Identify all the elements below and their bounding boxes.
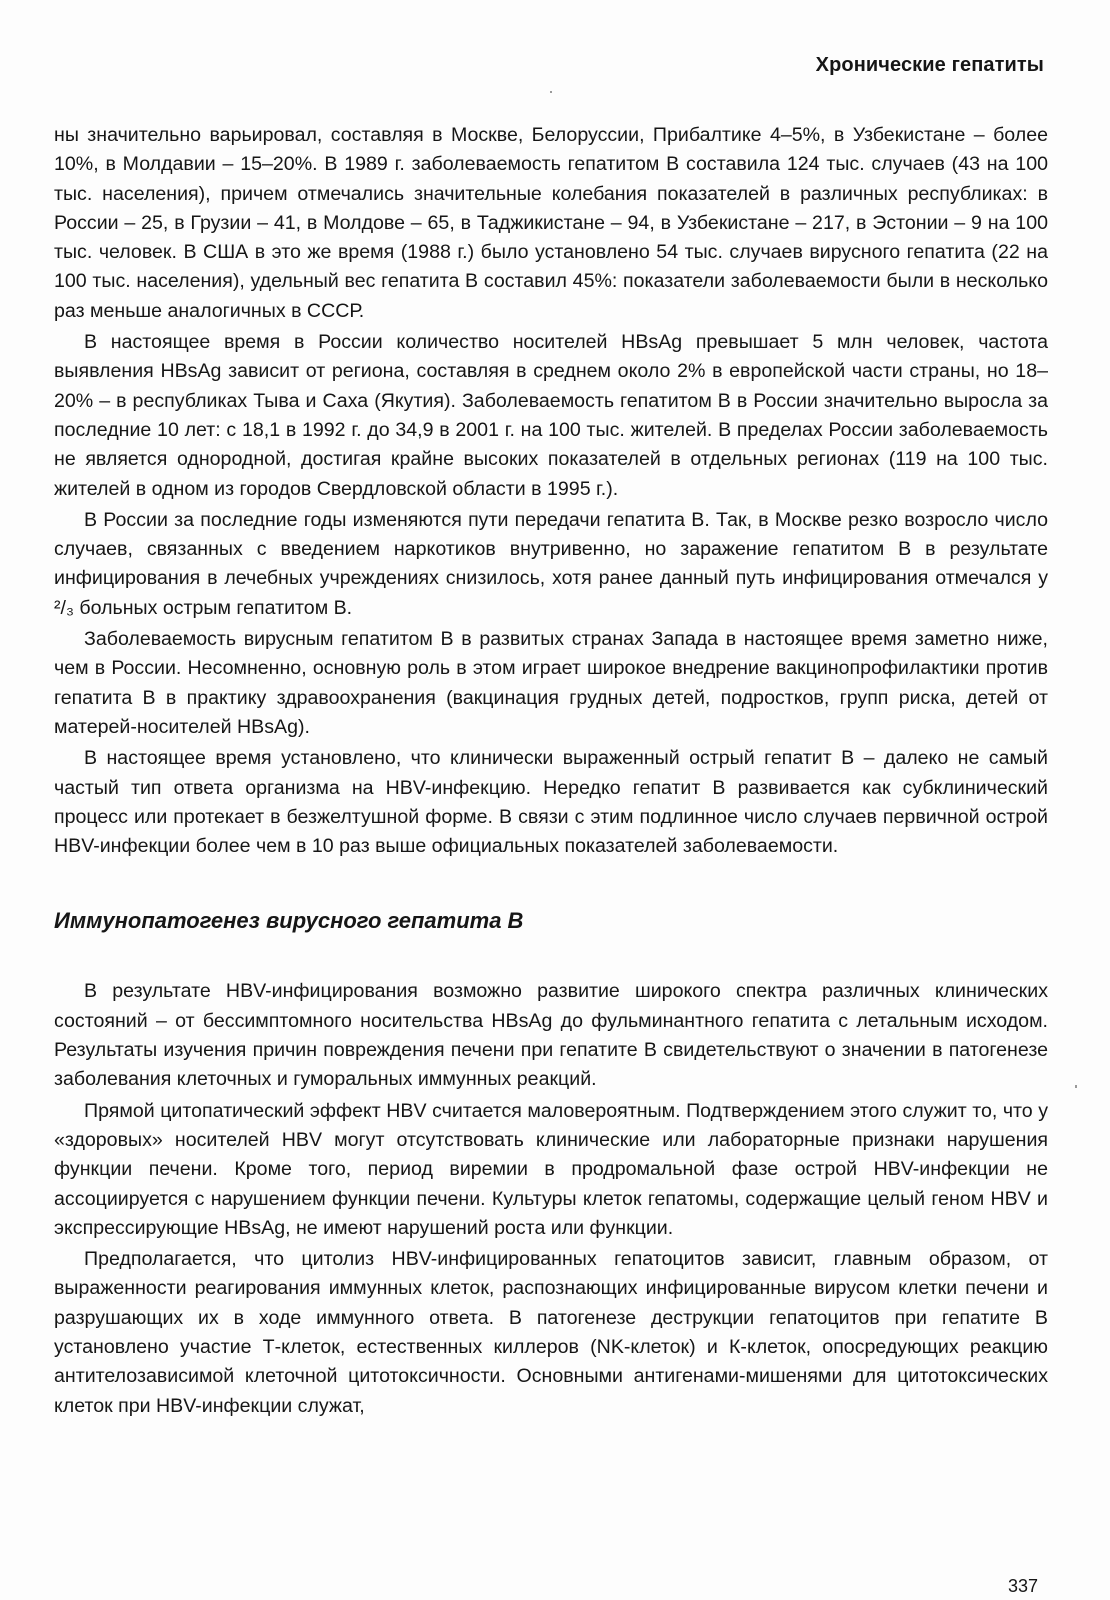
paragraph: Предполагается, что цитолиз HBV-инфицированных гепатоцитов зависит, главным образом, от выраженности реагирования иммунных клеток, распознающих инфицированные вирусом клетки печени и разрушающих их в ходе иммунного ответа. В патогенезе деструкции гепатоцитов при гепатите В установлено участие Т-клеток, естественных киллеров (NK-клеток) и К-клеток, опосредующих реакцию антителозависимой клеточной цитотоксичности. Основными антигенами-мишенями для цитотоксических клеток при HBV-инфекции служат, [54,1248,1048,1417]
paragraph: В результате HBV-инфицирования возможно развитие широкого спектра различных клинических состояний – от бессимптомного носительства HBsAg до фульминантного гепатита с летальным исходом. Результаты изучения причин повреждения печени при гепатите В свидетельствуют о значении в патогенезе заболевания клеточных и гуморальных иммунных реакций. [54,980,1048,1091]
paragraph: В настоящее время в России количество носителей HBsAg превышает 5 млн человек, частота выявления HBsAg зависит от региона, составляя в среднем около 2% в европейской части страны, но 18–20% – в республиках Тыва и Саха (Якутия). Заболеваемость гепатитом В в России значительно выросла за последние 10 лет: с 18,1 в 1992 г. до 34,9 в 2001 г. на 100 тыс. жителей. В пределах России заболеваемость не является однородной, достигая крайне высоких показателей в отдельных регионах (119 на 100 тыс. жителей в одном из городов Свердловской области в 1995 г.). [54,331,1048,500]
paragraph: В настоящее время установлено, что клинически выраженный острый гепатит В – далеко не самый частый тип ответа организма на HBV-инфекцию. Нередко гепатит В развивается как субклинический процесс или протекает в безжелтушной форме. В связи с этим подлинное число случаев первичной острой HBV-инфекции более чем в 10 раз выше официальных показателей заболеваемости. [54,747,1048,858]
section-title: Иммунопатогенез вирусного гепатита В [54,908,524,934]
paragraph: В России за последние годы изменяются пути передачи гепатита В. Так, в Москве резко возросло число случаев, связанных с введением наркотиков внутривенно, но заражение гепатитом В в результате инфицирования в лечебных учреждениях снизилось, хотя ранее данный путь инфицирования отмечался у ²/₃ больных острым гепатитом В. [54,508,1048,619]
paragraph: Прямой цитопатический эффект HBV считается маловероятным. Подтверждением этого служит то, что у «здоровых» носителей HBV могут отсутствовать клинические или лабораторные признаки нарушения функции печени. Кроме того, период виремии в продромальной фазе острой HBV-инфекции не ассоциируется с нарушением функции печени. Культуры клеток гепатомы, содержащие целый геном HBV и экспрессирующие HBsAg, не имеют нарушений роста или функции. [54,1099,1048,1239]
paragraph: ны значительно варьировал, составляя в Москве, Белоруссии, Прибалтике 4–5%, в Узбекистане – более 10%, в Молдавии – 15–20%. В 1989 г. заболеваемость гепатитом В составила 124 тыс. случаев (43 на 100 тыс. населения), причем отмечались значительные колебания показателей в различных республиках: в России – 25, в Грузии – 41, в Молдове – 65, в Таджикистане – 94, в Узбекистане – 217, в Эстонии – 9 на 100 тыс. человек. В США в это же время (1988 г.) было установлено 54 тыс. случаев вирусного гепатита (22 на 100 тыс. населения), удельный вес гепатита В составил 45%: показатели заболеваемости были в несколько раз меньше аналогичных в СССР. [54,124,1048,322]
page-number: 337 [1007,1576,1038,1596]
paragraph: Заболеваемость вирусным гепатитом В в развитых странах Запада в настоящее время заметно ниже, чем в России. Несомненно, основную роль в этом играет широкое внедрение вакцинопрофилактики против гепатита В в практику здравоохранения (вакцинация грудных детей, подростков, групп риска, детей от матерей-носителей HBsAg). [54,628,1048,738]
running-head: Хронические гепатиты [815,54,1044,76]
body-text [54,121,1048,1421]
scan-speck [550,91,552,93]
scan-speck [1075,1085,1077,1088]
